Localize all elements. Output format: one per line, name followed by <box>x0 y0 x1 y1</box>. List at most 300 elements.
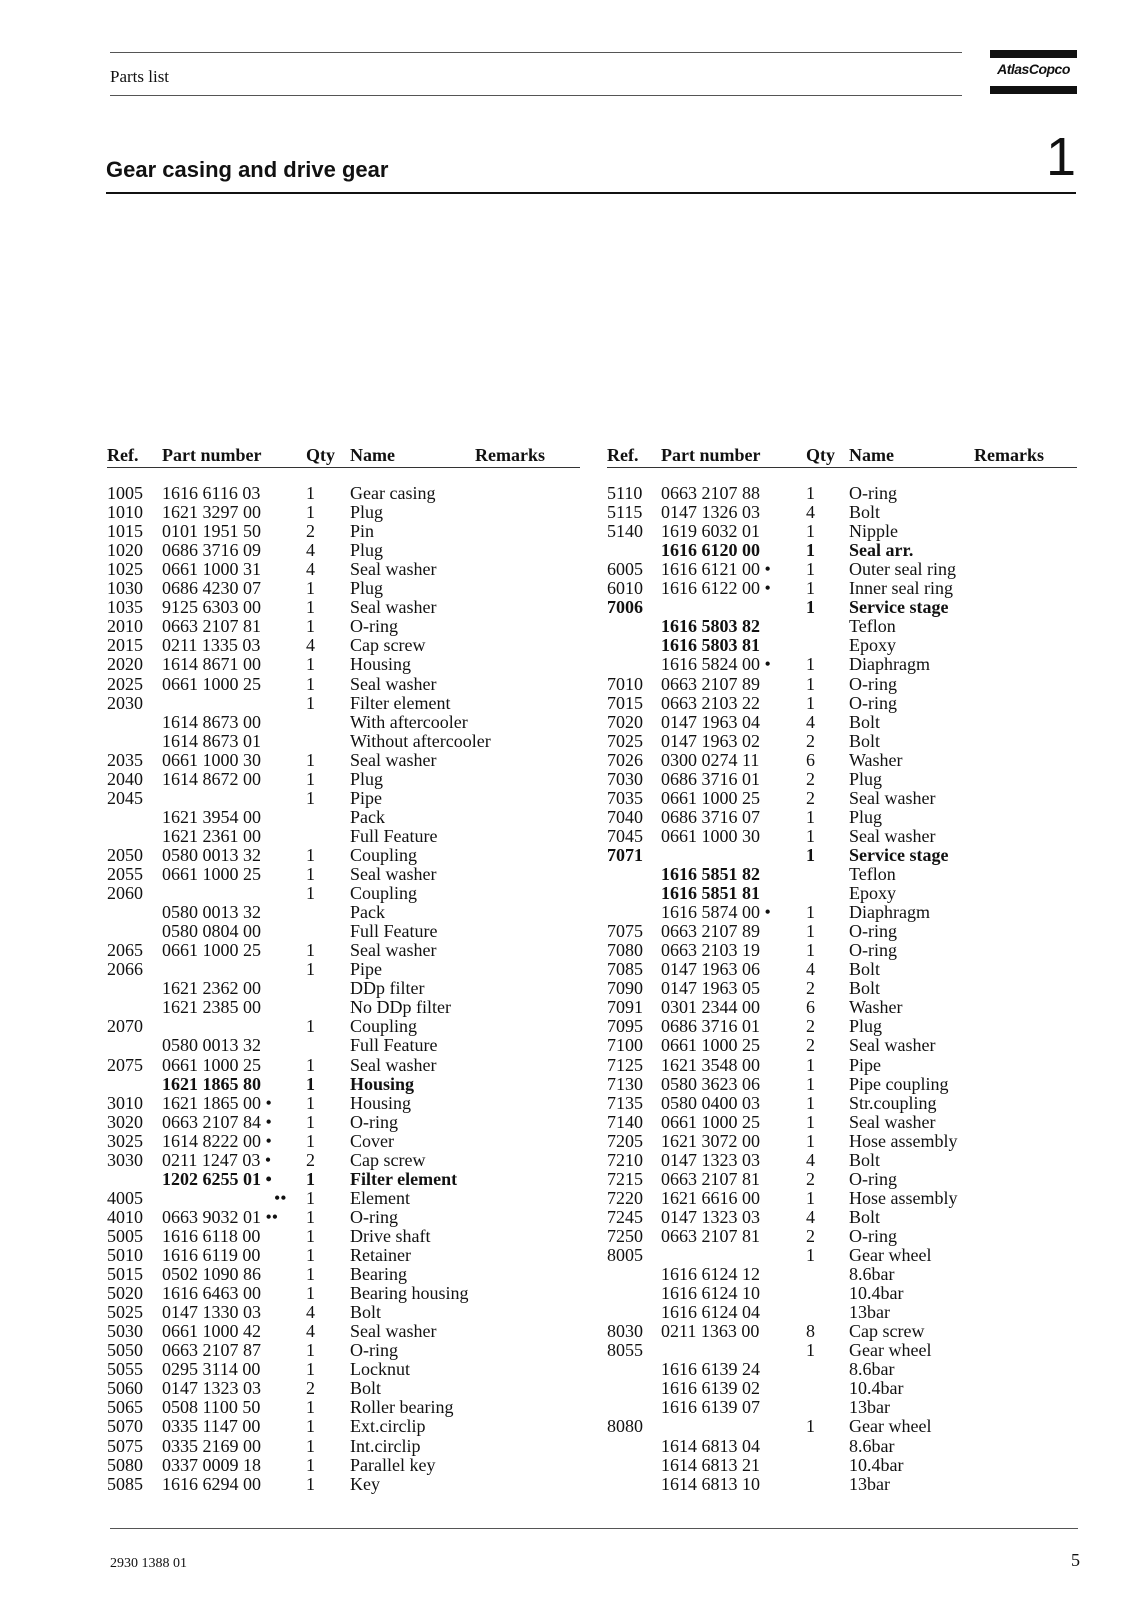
ref-cell: 6005 <box>607 559 643 580</box>
ref-cell: 8080 <box>607 1416 643 1437</box>
ref-cell: 5030 <box>107 1321 143 1342</box>
name-cell: Teflon <box>849 616 896 637</box>
name-cell: O-ring <box>849 483 897 503</box>
name-cell: Teflon <box>849 864 896 884</box>
ref-cell: 4005 <box>107 1187 143 1208</box>
qty-cell: 1 <box>806 902 815 923</box>
part-number-cell: 1621 2362 00 <box>162 978 261 999</box>
name-cell: 8.6bar <box>849 1264 895 1285</box>
part-number-cell: 0101 1951 50 <box>162 521 261 542</box>
qty-cell: 1 <box>806 1416 815 1437</box>
part-number-cell: 1621 3954 00 <box>162 806 261 827</box>
ref-cell: 5020 <box>107 1283 143 1304</box>
part-number-cell: 1616 6118 00 <box>162 1225 261 1246</box>
qty-cell: 1 <box>306 864 315 884</box>
qty-cell: 1 <box>306 1245 315 1265</box>
qty-cell: 4 <box>806 959 815 980</box>
part-number-cell: 0147 1323 03 <box>661 1206 760 1227</box>
ref-cell: 8055 <box>607 1340 643 1361</box>
ref-cell: 2065 <box>107 940 143 961</box>
qty-cell: 1 <box>306 483 315 503</box>
ref-cell: 7035 <box>607 787 643 808</box>
qty-cell: 1 <box>306 1073 315 1094</box>
qty-cell: 2 <box>806 787 815 808</box>
name-cell: 13bar <box>849 1397 890 1418</box>
col-qty-header: Qty <box>306 445 335 465</box>
name-cell: Filter element <box>350 1168 458 1189</box>
part-number-cell: 0335 1147 00 <box>162 1416 261 1437</box>
ref-cell: 1015 <box>107 521 143 542</box>
name-cell: Gear wheel <box>849 1340 932 1361</box>
ref-cell: 2070 <box>107 1016 143 1037</box>
part-number-cell: 0663 2107 89 <box>661 673 760 694</box>
name-cell: Seal washer <box>350 597 437 618</box>
part-number-cell: 1616 5851 82 <box>661 864 760 884</box>
name-cell: 10.4bar <box>849 1454 904 1475</box>
part-number-cell: 0211 1335 03 <box>162 635 261 656</box>
name-cell: Washer <box>849 997 903 1018</box>
part-number-cell: 0663 2103 22 <box>661 692 760 713</box>
qty-cell: 1 <box>306 749 315 770</box>
part-number-cell: 1616 6124 04 <box>661 1302 760 1323</box>
part-number-cell: 0147 1963 02 <box>661 730 760 751</box>
name-cell: Service stage <box>849 597 949 618</box>
qty-cell: 4 <box>306 635 315 656</box>
name-cell: Full Feature <box>350 921 438 942</box>
name-cell: Filter element <box>350 692 451 713</box>
ref-cell: 5010 <box>107 1245 143 1265</box>
name-cell: O-ring <box>849 940 897 961</box>
name-cell: O-ring <box>849 921 897 942</box>
qty-cell: 1 <box>306 1187 315 1208</box>
name-cell: Seal washer <box>849 1111 936 1132</box>
qty-cell: 4 <box>306 559 315 580</box>
part-number-cell: 0147 1323 03 <box>661 1149 760 1170</box>
name-cell: Seal washer <box>849 787 936 808</box>
ref-cell: 7100 <box>607 1035 643 1056</box>
part-number-cell: 1621 3548 00 <box>661 1054 760 1075</box>
qty-cell: 6 <box>806 997 815 1018</box>
qty-cell: 1 <box>806 844 815 865</box>
part-number-cell: 1614 6813 10 <box>661 1473 760 1494</box>
qty-cell: 1 <box>806 1130 815 1151</box>
qty-cell: 1 <box>306 1454 315 1475</box>
ref-cell: 2040 <box>107 768 143 789</box>
ref-cell: 7026 <box>607 749 643 770</box>
name-cell: Without aftercooler <box>350 730 491 751</box>
name-cell: O-ring <box>350 616 398 637</box>
name-cell: Seal washer <box>849 825 936 846</box>
qty-cell: 1 <box>806 654 815 675</box>
part-number-cell: 1614 6813 04 <box>661 1435 760 1456</box>
qty-cell: 4 <box>806 711 815 732</box>
part-number-cell: 0211 1363 00 <box>661 1321 760 1342</box>
ref-cell: 7020 <box>607 711 643 732</box>
ref-cell: 2015 <box>107 635 143 656</box>
part-number-cell: 0147 1963 06 <box>661 959 760 980</box>
part-number-cell: 1616 5803 82 <box>661 616 760 637</box>
qty-cell: 1 <box>306 1416 315 1437</box>
name-cell: Epoxy <box>849 883 896 904</box>
ref-cell: 7140 <box>607 1111 643 1132</box>
part-number-cell: 1616 6139 07 <box>661 1397 760 1418</box>
name-cell: O-ring <box>849 1225 897 1246</box>
ref-cell: 7071 <box>607 844 643 865</box>
part-number-cell: 0211 1247 03 • <box>162 1149 272 1170</box>
ref-cell: 5055 <box>107 1359 143 1380</box>
qty-cell: 1 <box>806 940 815 961</box>
name-cell: Bolt <box>849 730 881 751</box>
col-remarks-header: Remarks <box>974 445 1044 465</box>
part-number-cell: 1614 8671 00 <box>162 654 261 675</box>
ref-cell: 7215 <box>607 1168 643 1189</box>
name-cell: Plug <box>350 768 384 789</box>
part-number-cell: 1616 6124 12 <box>661 1264 760 1285</box>
name-cell: Gear wheel <box>849 1245 932 1265</box>
ref-cell: 5080 <box>107 1454 143 1475</box>
part-number-cell: 1614 8672 00 <box>162 768 261 789</box>
qty-cell: 1 <box>306 1168 315 1189</box>
ref-cell: 8005 <box>607 1245 643 1265</box>
qty-cell: 1 <box>806 483 815 503</box>
name-cell: Gear casing <box>350 483 436 503</box>
qty-cell: 1 <box>306 502 315 523</box>
qty-cell: 1 <box>806 1111 815 1132</box>
part-number-cell: 0663 2107 81 <box>661 1225 760 1246</box>
ref-cell: 5005 <box>107 1225 143 1246</box>
name-cell: Pack <box>350 902 385 923</box>
part-number-cell: •• <box>274 1187 287 1208</box>
atlas-copco-logo <box>990 50 1077 94</box>
logo-bottom-bar <box>990 86 1077 94</box>
name-cell: Seal washer <box>350 1054 437 1075</box>
part-number-cell: 1614 8673 01 <box>162 730 261 751</box>
qty-cell: 4 <box>806 1206 815 1227</box>
part-number-cell: 0686 3716 07 <box>661 806 760 827</box>
ref-cell: 7205 <box>607 1130 643 1151</box>
name-cell: Inner seal ring <box>849 578 953 599</box>
part-number-cell: 0147 1963 05 <box>661 978 760 999</box>
qty-cell: 4 <box>806 502 815 523</box>
ref-cell: 5070 <box>107 1416 143 1437</box>
part-number-cell: 1616 5874 00 • <box>661 902 771 923</box>
name-cell: Seal washer <box>350 1321 437 1342</box>
part-number-cell: 0661 1000 30 <box>162 749 261 770</box>
ref-cell: 7091 <box>607 997 643 1018</box>
qty-cell: 2 <box>306 521 315 542</box>
part-number-cell: 0661 1000 25 <box>661 1111 760 1132</box>
qty-cell: 1 <box>306 597 315 618</box>
section-title: Gear casing and drive gear <box>106 157 389 182</box>
name-cell: Ext.circlip <box>350 1416 426 1437</box>
part-number-cell: 1619 6032 01 <box>661 521 760 542</box>
part-number-cell: 0580 0013 32 <box>162 844 261 865</box>
part-number-cell: 0686 3716 01 <box>661 1016 760 1037</box>
name-cell: Bolt <box>849 959 881 980</box>
ref-cell: 2025 <box>107 673 143 694</box>
ref-cell: 7125 <box>607 1054 643 1075</box>
part-number-cell: 0337 0009 18 <box>162 1454 261 1475</box>
part-number-cell: 1616 6121 00 • <box>661 559 771 580</box>
name-cell: Roller bearing <box>350 1397 454 1418</box>
name-cell: Bolt <box>849 711 881 732</box>
ref-cell: 2075 <box>107 1054 143 1075</box>
part-number-cell: 1614 8673 00 <box>162 711 261 732</box>
name-cell: Hose assembly <box>849 1130 958 1151</box>
col-name-header: Name <box>849 445 894 465</box>
part-number-cell: 1621 2385 00 <box>162 997 261 1018</box>
part-number-cell: 0661 1000 25 <box>162 864 261 884</box>
qty-cell: 1 <box>806 597 815 618</box>
name-cell: Seal washer <box>350 559 437 580</box>
name-cell: O-ring <box>849 1168 897 1189</box>
name-cell: 13bar <box>849 1302 890 1323</box>
name-cell: With aftercooler <box>350 711 468 732</box>
name-cell: Seal washer <box>350 749 437 770</box>
name-cell: Plug <box>350 540 384 561</box>
header-top-rule <box>110 52 962 53</box>
part-number-cell: 0663 2107 89 <box>661 921 760 942</box>
qty-cell: 1 <box>306 692 315 713</box>
part-number-cell: 9125 6303 00 <box>162 597 261 618</box>
col-part-number-header: Part number <box>661 445 761 465</box>
qty-cell: 1 <box>306 1397 315 1418</box>
qty-cell: 1 <box>306 959 315 980</box>
ref-cell: 7250 <box>607 1225 643 1246</box>
name-cell: Service stage <box>849 844 949 865</box>
name-cell: Bolt <box>849 502 881 523</box>
part-number-cell: 1616 6116 03 <box>162 483 261 503</box>
part-number-cell: 1621 6616 00 <box>661 1187 760 1208</box>
ref-cell: 7135 <box>607 1092 643 1113</box>
ref-cell: 7015 <box>607 692 643 713</box>
part-number-cell: 0663 2107 81 <box>661 1168 760 1189</box>
qty-cell: 1 <box>306 1092 315 1113</box>
name-cell: Coupling <box>350 844 418 865</box>
name-cell: Bearing <box>350 1264 407 1285</box>
name-cell: Plug <box>350 578 384 599</box>
part-number-cell: 0661 1000 25 <box>162 673 261 694</box>
name-cell: 10.4bar <box>849 1378 904 1399</box>
part-number-cell: 0335 2169 00 <box>162 1435 261 1456</box>
part-number-cell: 0502 1090 86 <box>162 1264 261 1285</box>
ref-cell: 7010 <box>607 673 643 694</box>
qty-cell: 1 <box>806 692 815 713</box>
header-bottom-rule <box>110 95 962 96</box>
qty-cell: 1 <box>306 673 315 694</box>
name-cell: Parallel key <box>350 1454 436 1475</box>
part-number-cell: 1616 6139 24 <box>661 1359 760 1380</box>
ref-cell: 2045 <box>107 787 143 808</box>
ref-cell: 7030 <box>607 768 643 789</box>
part-number-cell: 0147 1323 03 <box>162 1378 261 1399</box>
part-number-cell: 0580 3623 06 <box>661 1073 760 1094</box>
qty-cell: 1 <box>306 1435 315 1456</box>
name-cell: Bolt <box>849 1149 881 1170</box>
ref-cell: 2010 <box>107 616 143 637</box>
ref-cell: 1010 <box>107 502 143 523</box>
qty-cell: 1 <box>306 1130 315 1151</box>
part-number-cell: 1616 6119 00 <box>162 1245 261 1265</box>
part-number-cell: 1616 6463 00 <box>162 1283 261 1304</box>
qty-cell: 1 <box>306 844 315 865</box>
qty-cell: 1 <box>806 559 815 580</box>
ref-cell: 5115 <box>607 502 643 523</box>
ref-cell: 7095 <box>607 1016 643 1037</box>
name-cell: Str.coupling <box>849 1092 937 1113</box>
part-number-cell: 0661 1000 42 <box>162 1321 261 1342</box>
col-ref-header: Ref. <box>107 445 139 465</box>
qty-cell: 1 <box>306 616 315 637</box>
ref-cell: 7090 <box>607 978 643 999</box>
part-number-cell: 0147 1963 04 <box>661 711 760 732</box>
part-number-cell: 1621 3072 00 <box>661 1130 760 1151</box>
name-cell: Housing <box>350 654 412 675</box>
ref-cell: 2060 <box>107 883 143 904</box>
ref-cell: 3030 <box>107 1149 143 1170</box>
part-number-cell: 1616 6120 00 <box>661 540 760 561</box>
qty-cell: 1 <box>806 1073 815 1094</box>
ref-cell: 6010 <box>607 578 643 599</box>
name-cell: Seal washer <box>849 1035 936 1056</box>
ref-cell: 1020 <box>107 540 143 561</box>
footer-page-number: 5 <box>1071 1550 1080 1570</box>
part-number-cell: 0300 0274 11 <box>661 749 760 770</box>
part-number-cell: 0301 2344 00 <box>661 997 760 1018</box>
ref-cell: 5015 <box>107 1264 143 1285</box>
qty-cell: 1 <box>306 883 315 904</box>
name-cell: Seal arr. <box>849 540 914 561</box>
qty-cell: 1 <box>806 1340 815 1361</box>
name-cell: Coupling <box>350 1016 418 1037</box>
name-cell: Cap screw <box>350 1149 426 1170</box>
part-number-cell: 0686 4230 07 <box>162 578 261 599</box>
ref-cell: 2066 <box>107 959 143 980</box>
qty-cell: 1 <box>306 1225 315 1246</box>
ref-cell: 5140 <box>607 521 643 542</box>
qty-cell: 1 <box>806 1054 815 1075</box>
part-number-cell: 0661 1000 25 <box>162 940 261 961</box>
part-number-cell: 0663 2107 87 <box>162 1340 261 1361</box>
ref-cell: 7025 <box>607 730 643 751</box>
part-number-cell: 0663 2107 81 <box>162 616 261 637</box>
part-number-cell: 1616 6122 00 • <box>661 578 771 599</box>
name-cell: Epoxy <box>849 635 896 656</box>
qty-cell: 1 <box>806 1245 815 1265</box>
name-cell: Nipple <box>849 521 898 542</box>
qty-cell: 1 <box>306 1054 315 1075</box>
ref-cell: 7006 <box>607 597 643 618</box>
name-cell: 13bar <box>849 1473 890 1494</box>
part-number-cell: 0661 1000 30 <box>661 825 760 846</box>
qty-cell: 4 <box>306 1302 315 1323</box>
name-cell: Hose assembly <box>849 1187 958 1208</box>
name-cell: Pipe <box>350 787 383 808</box>
ref-cell: 4010 <box>107 1206 143 1227</box>
part-number-cell: 0580 0400 03 <box>661 1092 760 1113</box>
ref-cell: 8030 <box>607 1321 643 1342</box>
logo-top-bar <box>990 50 1077 58</box>
qty-cell: 1 <box>806 673 815 694</box>
part-number-cell: 0663 2107 84 • <box>162 1111 272 1132</box>
qty-cell: 1 <box>306 1016 315 1037</box>
part-number-cell: 0661 1000 25 <box>661 1035 760 1056</box>
qty-cell: 6 <box>806 749 815 770</box>
name-cell: Cap screw <box>849 1321 925 1342</box>
qty-cell: 1 <box>306 1264 315 1285</box>
ref-cell: 2050 <box>107 844 143 865</box>
qty-cell: 1 <box>306 1359 315 1380</box>
part-number-cell: 0663 9032 01 •• <box>162 1206 279 1227</box>
logo-text: AtlasCopco <box>997 61 1070 77</box>
qty-cell: 1 <box>806 578 815 599</box>
name-cell: Plug <box>849 768 883 789</box>
ref-cell: 7040 <box>607 806 643 827</box>
qty-cell: 4 <box>806 1149 815 1170</box>
name-cell: Full Feature <box>350 825 438 846</box>
footer-rule <box>110 1528 1078 1529</box>
ref-cell: 1005 <box>107 483 143 503</box>
part-number-cell: 0580 0013 32 <box>162 902 261 923</box>
qty-cell: 1 <box>306 578 315 599</box>
name-cell: Bolt <box>849 978 881 999</box>
part-number-cell: 0661 1000 25 <box>661 787 760 808</box>
qty-cell: 1 <box>306 1283 315 1304</box>
name-cell: Full Feature <box>350 1035 438 1056</box>
part-number-cell: 0686 3716 09 <box>162 540 261 561</box>
ref-cell: 5085 <box>107 1473 143 1494</box>
name-cell: Plug <box>350 502 384 523</box>
ref-cell: 1025 <box>107 559 143 580</box>
ref-cell: 5050 <box>107 1340 143 1361</box>
name-cell: Seal washer <box>350 940 437 961</box>
part-number-cell: 0580 0013 32 <box>162 1035 261 1056</box>
ref-cell: 3010 <box>107 1092 143 1113</box>
ref-cell: 7245 <box>607 1206 643 1227</box>
name-cell: 8.6bar <box>849 1435 895 1456</box>
name-cell: Diaphragm <box>849 902 930 923</box>
part-number-cell: 0661 1000 31 <box>162 559 261 580</box>
qty-cell: 1 <box>306 768 315 789</box>
qty-cell: 1 <box>306 654 315 675</box>
qty-cell: 4 <box>306 540 315 561</box>
name-cell: Pack <box>350 806 385 827</box>
ref-cell: 1030 <box>107 578 143 599</box>
name-cell: Pipe <box>350 959 383 980</box>
part-number-cell: 1202 6255 01 • <box>162 1168 272 1189</box>
qty-cell: 1 <box>806 521 815 542</box>
name-cell: Cover <box>350 1130 394 1151</box>
name-cell: O-ring <box>350 1340 398 1361</box>
qty-cell: 2 <box>806 1225 815 1246</box>
qty-cell: 1 <box>806 806 815 827</box>
col-remarks-header: Remarks <box>475 445 545 465</box>
ref-cell: 7075 <box>607 921 643 942</box>
qty-cell: 2 <box>806 1016 815 1037</box>
ref-cell: 2020 <box>107 654 143 675</box>
ref-cell: 2035 <box>107 749 143 770</box>
part-number-cell: 1621 1865 80 <box>162 1073 261 1094</box>
header-label: Parts list <box>110 67 170 86</box>
part-number-cell: 0686 3716 01 <box>661 768 760 789</box>
qty-cell: 1 <box>806 825 815 846</box>
ref-cell: 5065 <box>107 1397 143 1418</box>
part-number-cell: 0663 2107 88 <box>661 483 760 503</box>
ref-cell: 2030 <box>107 692 143 713</box>
part-number-cell: 1614 6813 21 <box>661 1454 760 1475</box>
name-cell: Bolt <box>350 1302 382 1323</box>
qty-cell: 1 <box>806 540 815 561</box>
